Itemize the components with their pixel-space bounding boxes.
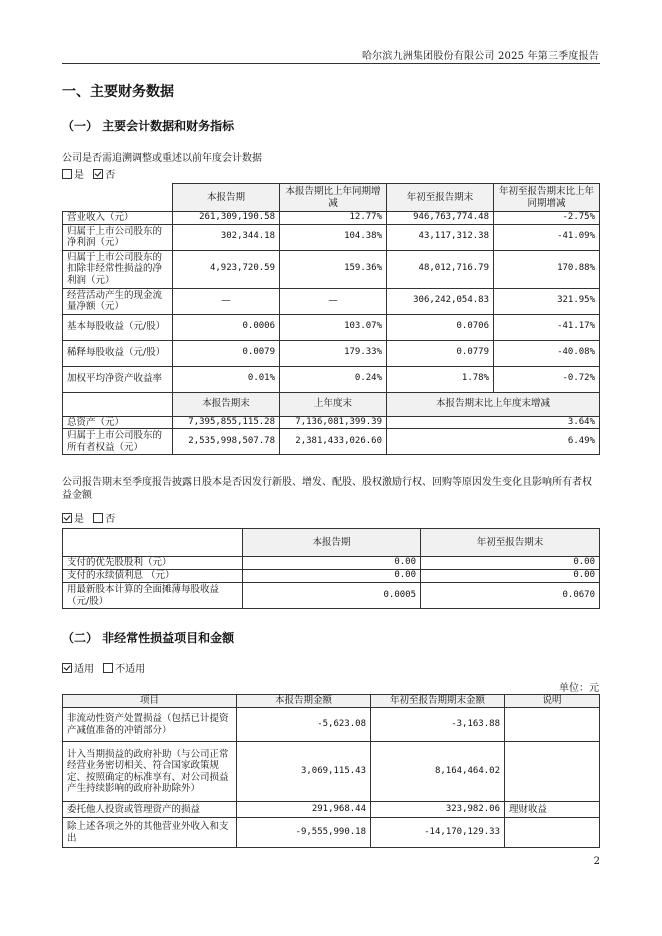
cell: 0.0670 xyxy=(421,583,600,609)
row-label: 归属于上市公司股东的所有者权益（元） xyxy=(63,429,173,455)
header-rule xyxy=(62,63,600,64)
cell: 43,117,312.38 xyxy=(387,224,494,250)
cell: 0.0079 xyxy=(173,340,280,366)
table-row xyxy=(63,429,600,455)
cell: 4,923,720.59 xyxy=(173,250,280,288)
subsection-title-nonrecurring: （二） 非经常性损益项目和金额 xyxy=(62,631,235,645)
table-row xyxy=(63,818,600,848)
table-header-row xyxy=(63,529,600,557)
table-header-row xyxy=(63,184,600,212)
cell: 7,395,855,115.28 xyxy=(173,416,280,429)
cell: -40.08% xyxy=(494,340,600,366)
row-label: 委托他人投资或管理资产的损益 xyxy=(63,802,237,818)
col-header: 年初至报告期末比上年同期增减 xyxy=(494,184,600,212)
checkbox-no[interactable] xyxy=(93,513,103,523)
row-label: 归属于上市公司股东的净利润（元） xyxy=(63,224,173,250)
empty-header-cell xyxy=(63,392,173,416)
cell: 0.00 xyxy=(243,557,421,570)
cell: -9,555,990.18 xyxy=(237,818,371,848)
restatement-options xyxy=(62,166,115,181)
checkbox-no-checked[interactable] xyxy=(93,169,103,179)
cell: -0.72% xyxy=(494,366,600,392)
empty-header-cell xyxy=(63,529,243,557)
col-header: 本报告期比上年同期增减 xyxy=(280,184,387,212)
report-header-title: 哈尔滨九洲集团股份有限公司 2025 年第三季度报告 xyxy=(361,51,599,62)
row-label: 支付的永续债利息 （元） xyxy=(63,570,243,583)
preferred-dividend-table xyxy=(62,528,600,609)
cell: 0.0779 xyxy=(387,340,494,366)
cell xyxy=(505,818,600,848)
page-number: 2 xyxy=(593,856,600,867)
cell: 0.0006 xyxy=(173,314,280,340)
cell: 48,012,716.79 xyxy=(387,250,494,288)
cell: 946,763,774.48 xyxy=(387,212,494,225)
option-no-label: 否 xyxy=(105,514,116,525)
option-yes-label: 是 xyxy=(74,170,84,181)
option-not-applicable-label: 不适用 xyxy=(115,664,146,675)
col-header: 本报告期末 xyxy=(173,392,280,416)
cell: 0.01% xyxy=(173,366,280,392)
share-change-options xyxy=(62,510,115,525)
row-label: 用最新股本计算的全面摊薄每股收益（元/股） xyxy=(63,583,243,609)
cell: 306,242,054.83 xyxy=(387,288,494,314)
row-label: 非流动性资产处置损益（包括已计提资产减值准备的冲销部分） xyxy=(63,708,237,742)
cell: 323,982.06 xyxy=(371,802,505,818)
cell: 6.49% xyxy=(387,429,600,455)
row-label: 支付的优先股股利（元） xyxy=(63,557,243,570)
col-header: 本报告期 xyxy=(173,184,280,212)
cell: -14,170,129.33 xyxy=(371,818,505,848)
cell: -3,163.88 xyxy=(371,708,505,742)
cell: 179.33% xyxy=(280,340,387,366)
cell: 291,968.44 xyxy=(237,802,371,818)
cell: 理财收益 xyxy=(505,802,600,818)
row-label: 总资产（元） xyxy=(63,416,173,429)
cell xyxy=(505,708,600,742)
checkbox-yes-checked[interactable] xyxy=(62,513,72,523)
col-header: 项目 xyxy=(63,695,237,708)
cell: — xyxy=(173,288,280,314)
col-header: 说明 xyxy=(505,695,600,708)
col-header: 本报告期 xyxy=(243,529,421,557)
cell: 0.24% xyxy=(280,366,387,392)
row-label: 经营活动产生的现金流量净额（元） xyxy=(63,288,173,314)
cell: 321.95% xyxy=(494,288,600,314)
table-row xyxy=(63,416,600,429)
table-row xyxy=(63,224,600,250)
cell: 7,136,081,399.39 xyxy=(280,416,387,429)
table-header-row xyxy=(63,392,600,416)
unit-label: 单位：元 xyxy=(559,683,599,694)
col-header: 上年度末 xyxy=(280,392,387,416)
cell: -5,623.08 xyxy=(237,708,371,742)
row-label: 稀释每股收益（元/股） xyxy=(63,340,173,366)
table-row xyxy=(63,250,600,288)
table-row xyxy=(63,570,600,583)
col-header: 本报告期末比上年度末增减 xyxy=(387,392,600,416)
col-header: 年初至报告期期末金额 xyxy=(371,695,505,708)
table-row xyxy=(63,802,600,818)
share-change-question: 公司报告期末至季度报告披露日股本是否因发行新股、增发、配股、股权激励行权、回购等原因发生变化且影响所有者权益金额 xyxy=(62,477,592,501)
empty-header-cell xyxy=(63,184,173,212)
cell: 2,535,998,507.78 xyxy=(173,429,280,455)
cell: 3.64% xyxy=(387,416,600,429)
option-no-label: 否 xyxy=(105,170,116,181)
row-label: 除上述各项之外的其他营业外收入和支出 xyxy=(63,818,237,848)
table-row xyxy=(63,340,600,366)
checkbox-not-applicable[interactable] xyxy=(103,663,113,673)
table-row xyxy=(63,708,600,742)
row-label: 基本每股收益（元/股） xyxy=(63,314,173,340)
cell: 0.0005 xyxy=(243,583,421,609)
cell: 103.07% xyxy=(280,314,387,340)
cell: 1.78% xyxy=(387,366,494,392)
cell: 104.38% xyxy=(280,224,387,250)
key-financial-table xyxy=(62,183,600,455)
option-applicable-label: 适用 xyxy=(74,664,94,675)
cell: 159.36% xyxy=(280,250,387,288)
cell: 261,309,190.58 xyxy=(173,212,280,225)
cell: 8,164,464.02 xyxy=(371,742,505,802)
row-label: 归属于上市公司股东的扣除非经常性损益的净利润（元） xyxy=(63,250,173,288)
checkbox-yes[interactable] xyxy=(62,169,72,179)
cell: -41.09% xyxy=(494,224,600,250)
row-label: 加权平均净资产收益率 xyxy=(63,366,173,392)
restatement-question: 公司是否需追溯调整或重述以前年度会计数据 xyxy=(62,153,262,164)
col-header: 本报告期金额 xyxy=(237,695,371,708)
applicability-options xyxy=(62,660,145,675)
row-label: 计入当期损益的政府补助（与公司正常经营业务密切相关、符合国家政策规定、按照确定的标准享有、对公司损益产生持续影响的政府补助除外） xyxy=(63,742,237,802)
section-title-financial-data: 一、主要财务数据 xyxy=(62,84,174,100)
cell: 0.00 xyxy=(243,570,421,583)
option-yes-label: 是 xyxy=(74,514,84,525)
table-row xyxy=(63,314,600,340)
cell: 170.88% xyxy=(494,250,600,288)
table-row xyxy=(63,742,600,802)
cell: -41.17% xyxy=(494,314,600,340)
subsection-title-accounting-data: （一） 主要会计数据和财务指标 xyxy=(62,119,235,133)
cell: — xyxy=(280,288,387,314)
cell xyxy=(505,742,600,802)
table-row xyxy=(63,366,600,392)
col-header: 年初至报告期末 xyxy=(387,184,494,212)
cell: 2,381,433,026.60 xyxy=(280,429,387,455)
checkbox-applicable-checked[interactable] xyxy=(62,663,72,673)
cell: 0.0706 xyxy=(387,314,494,340)
table-row xyxy=(63,212,600,225)
col-header: 年初至报告期末 xyxy=(421,529,600,557)
table-row xyxy=(63,583,600,609)
table-row xyxy=(63,557,600,570)
nonrecurring-items-table xyxy=(62,694,600,848)
row-label: 营业收入（元） xyxy=(63,212,173,225)
cell: 0.00 xyxy=(421,557,600,570)
table-row xyxy=(63,288,600,314)
cell: 302,344.18 xyxy=(173,224,280,250)
cell: -2.75% xyxy=(494,212,600,225)
cell: 3,069,115.43 xyxy=(237,742,371,802)
table-header-row xyxy=(63,695,600,708)
cell: 0.00 xyxy=(421,570,600,583)
cell: 12.77% xyxy=(280,212,387,225)
